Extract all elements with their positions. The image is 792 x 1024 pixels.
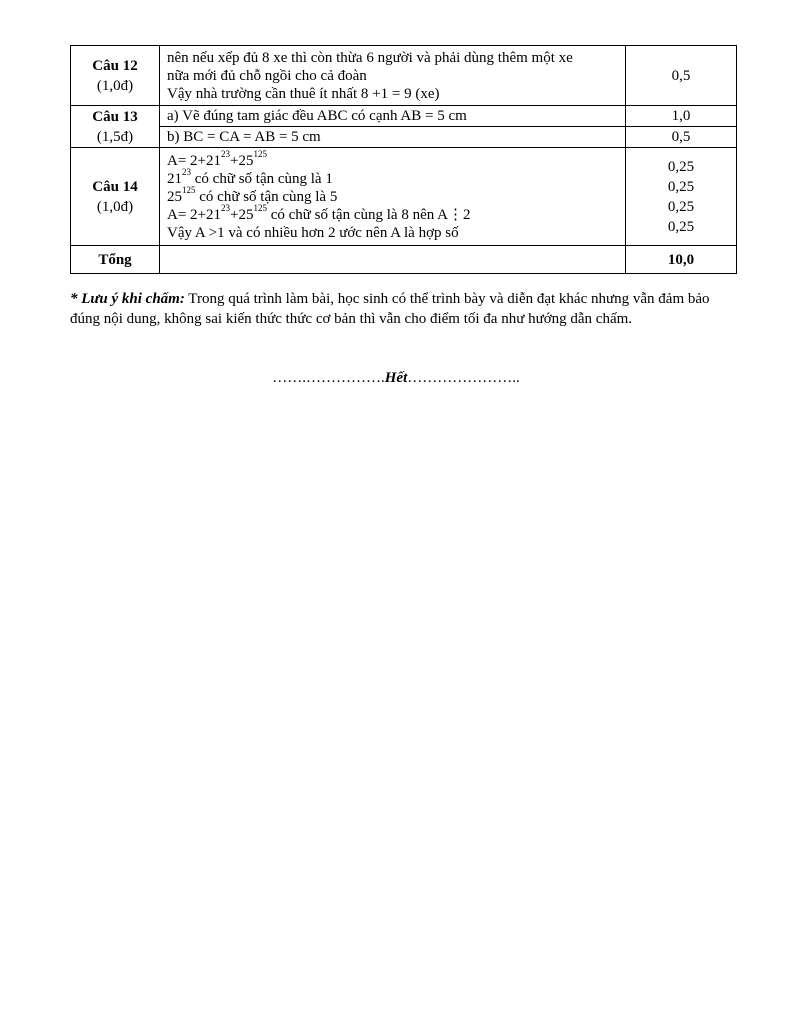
q14-score-3: 0,25 [667,198,695,215]
row-total [71,246,737,274]
q12-cell [71,46,160,106]
q13-title: Câu 13 [92,108,138,125]
row-q12 [71,46,737,106]
q14-score-2: 0,25 [667,178,695,195]
q14-score-4: 0,25 [667,218,695,235]
q14-line-2 [167,166,625,188]
end-marker [0,370,792,387]
q12-line-2: nữa mới đủ chỗ ngồi cho cả đoàn [167,67,367,84]
q14-l2-base: 21 [167,170,182,187]
total-label: Tổng [71,246,160,274]
end-dots-right: ………………….. [407,370,520,386]
end-dots-left: …….……………. [272,370,385,386]
q13-points: (1,5đ) [96,128,134,145]
q14-content [160,148,626,246]
q14-l4-exp1: 23 [221,202,231,213]
q13-cell [71,106,160,148]
q14-l4-base1: A= 2+21 [167,206,222,223]
total-empty [160,246,626,274]
q14-l4-base2: +25 [230,206,254,223]
q14-title: Câu 14 [92,178,138,195]
q14-l4-text: có chữ số tận cùng là 8 nên A⋮2 [266,206,471,223]
note-text: Trong quá trình làm bài, học sinh có thể trình bày và diễn đạt khác nhưng vẫn đảm bảo đúng nội dung, không sai kiến thức thức cơ bản thì vẫn cho điểm tối đa như hướng dẫn chấm. [70,291,710,327]
grading-note [70,289,740,329]
end-word: Hết [384,370,408,386]
q13-score-a: 1,0 [626,106,737,127]
grading-table [70,45,737,274]
q13-line-a: a) Vẽ đúng tam giác đều ABC có cạnh AB = 5 cm [160,106,626,127]
q14-l1-exp1: 23 [221,148,231,159]
q12-points: (1,0đ) [96,77,134,94]
q14-line-1 [167,148,625,170]
q14-l3-text: có chữ số tận cùng là 5 [195,188,338,205]
q14-line-4 [167,202,625,224]
q12-line-3: Vậy nhà trường cần thuê ít nhất 8 +1 = 9 (xe) [167,85,440,102]
q12-title: Câu 12 [92,57,138,74]
row-q13b [71,127,737,148]
q14-scores [626,148,737,246]
q14-l2-text: có chữ số tận cùng là 1 [191,170,333,187]
q12-line-1: nên nếu xếp đủ 8 xe thì còn thừa 6 người và phải dùng thêm một xe [167,49,573,66]
q14-l3-base: 25 [167,188,182,205]
q14-l1-base2: +25 [230,152,254,169]
q13-score-b: 0,5 [626,127,737,148]
q14-l3-exp: 125 [182,184,196,195]
q13-line-b: b) BC = CA = AB = 5 cm [160,127,626,148]
q14-l1-exp2: 125 [253,148,267,159]
q14-score-1: 0,25 [667,158,695,175]
row-q13a [71,106,737,127]
q12-content [160,46,626,106]
row-q14 [71,148,737,246]
q14-l2-exp: 23 [182,166,191,177]
q14-l1-base1: A= 2+21 [167,152,222,169]
q14-l4-exp2: 125 [253,202,267,213]
q14-line-5: Vậy A >1 và có nhiều hơn 2 ước nên A là hợp số [167,224,459,241]
q14-points: (1,0đ) [96,198,134,215]
note-label: * Lưu ý khi chấm: [70,291,185,307]
total-score: 10,0 [626,246,737,274]
q14-line-3 [167,184,625,206]
q12-score: 0,5 [626,46,737,106]
q14-cell [71,148,160,246]
